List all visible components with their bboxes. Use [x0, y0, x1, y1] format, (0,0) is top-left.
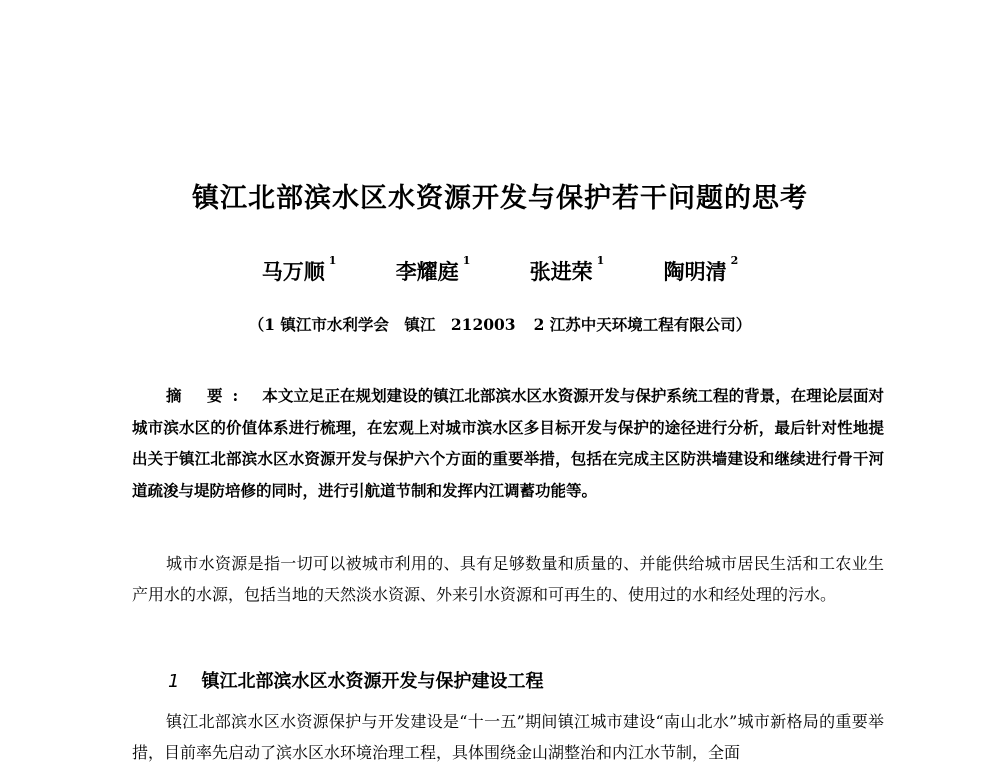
- affiliation-2: 2 江苏中天环境工程有限公司）: [533, 315, 752, 334]
- affiliation-1: （1 镇江市水利学会 镇江 212003: [248, 315, 516, 334]
- paper-title: 镇江北部滨水区水资源开发与保护若干问题的思考: [192, 183, 808, 214]
- author: [530, 256, 605, 286]
- author: [262, 256, 337, 286]
- section-heading: [168, 667, 543, 693]
- author: [664, 256, 739, 286]
- abstract-text: 本文立足正在规划建设的镇江北部滨水区水资源开发与保护系统工程的背景，在理论层面对城市滨水区的价值体系进行梳理，在宏观上对城市滨水区多目标开发与保护的途径进行分析，最后针对性地提出关于镇江北部滨水区水资源开发与保护六个方面的重要举措，包括在完成主区防洪墙建设和继续进行骨干河道疏浚与堤防培修的同时，进行引航道节制和发挥内江调蓄功能等。: [132, 386, 884, 500]
- author-affiliation-mark: 1: [596, 254, 605, 267]
- author-name: 张进荣: [529, 259, 593, 284]
- abstract: [132, 380, 884, 506]
- author-affiliation-mark: 2: [730, 254, 739, 267]
- author-name: 马万顺: [261, 259, 325, 284]
- abstract-label: 摘 要:: [166, 386, 249, 405]
- section-title: 镇江北部滨水区水资源开发与保护建设工程: [201, 671, 544, 692]
- author-name: 李耀庭: [395, 259, 459, 284]
- affiliation-line: [0, 313, 1000, 335]
- author: [396, 256, 471, 286]
- author-affiliation-mark: 1: [328, 254, 337, 267]
- body-paragraph: 城市水资源是指一切可以被城市利用的、具有足够数量和质量的、并能供给城市居民生活和工农业生产用水的水源，包括当地的天然淡水资源、外来引水资源和可再生的、使用过的水和经处理的污水。: [132, 554, 884, 604]
- section-number: 1: [168, 671, 180, 692]
- body-paragraph: 镇江北部滨水区水资源保护与开发建设是“十一五”期间镇江城市建设“南山北水”城市新格局的重要举措，目前率先启动了滨水区水环境治理工程，具体围绕金山湖整治和内江水节制，全面: [132, 712, 884, 762]
- author-affiliation-mark: 1: [462, 254, 471, 267]
- author-name: 陶明清: [663, 259, 727, 284]
- author-list: [0, 256, 1000, 286]
